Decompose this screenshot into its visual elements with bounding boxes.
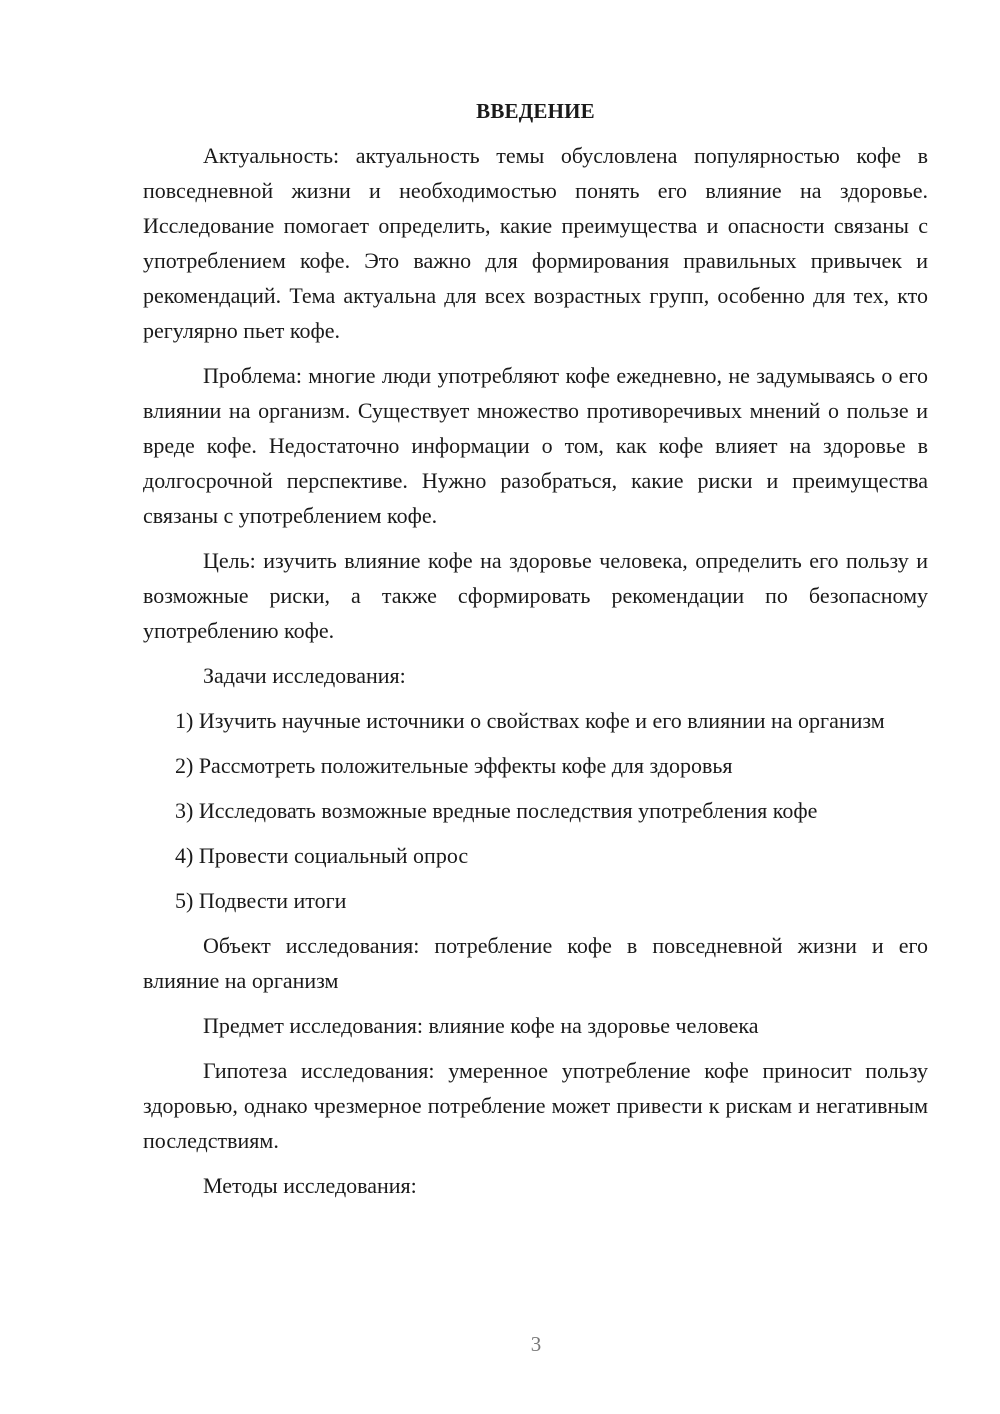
hypothesis-paragraph: Гипотеза исследования: умеренное употребление кофе приносит пользу здоровью, однако чрезмерное потребление может привести к рискам и негативным последствиям.: [143, 1058, 928, 1153]
page-content: [143, 96, 928, 1213]
list-item: 4) Провести социальный опрос: [175, 843, 469, 868]
list-item: 2) Рассмотреть положительные эффекты кофе для здоровья: [175, 753, 733, 778]
list-item: 3) Исследовать возможные вредные последствия употребления кофе: [175, 798, 818, 823]
tasks-list: [143, 703, 928, 918]
section-title: ВВЕДЕНИЕ: [476, 99, 595, 123]
subject-paragraph: Предмет исследования: влияние кофе на здоровье человека: [203, 1013, 759, 1038]
list-item: 5) Подвести итоги: [175, 888, 347, 913]
methods-heading: Методы исследования:: [203, 1173, 417, 1198]
page-number: 3: [530, 1332, 542, 1356]
goal-paragraph: Цель: изучить влияние кофе на здоровье человека, определить его пользу и возможные риски, а также сформировать рекомендации по безопасному употреблению кофе.: [143, 548, 928, 643]
relevance-paragraph: Актуальность: актуальность темы обусловлена популярностью кофе в повседневной жизни и необходимостью понять его влияние на здоровье. Исследование помогает определить, какие преимущества и опасности связаны с употреблением кофе. Это важно для формирования правильных привычек и рекомендаций. Тема актуальна для всех возрастных групп, особенно для тех, кто регулярно пьет кофе.: [143, 143, 928, 343]
tasks-heading: Задачи исследования:: [203, 663, 406, 688]
list-item: 1) Изучить научные источники о свойствах кофе и его влиянии на организм: [175, 708, 885, 733]
object-paragraph: Объект исследования: потребление кофе в повседневной жизни и его влияние на организм: [143, 933, 928, 993]
problem-paragraph: Проблема: многие люди употребляют кофе ежедневно, не задумываясь о его влиянии на организм. Существует множество противоречивых мнений о пользе и вреде кофе. Недостаточно информации о том, как кофе влияет на здоровье в долгосрочной перспективе. Нужно разобраться, какие риски и преимущества связаны с употреблением кофе.: [143, 363, 928, 528]
